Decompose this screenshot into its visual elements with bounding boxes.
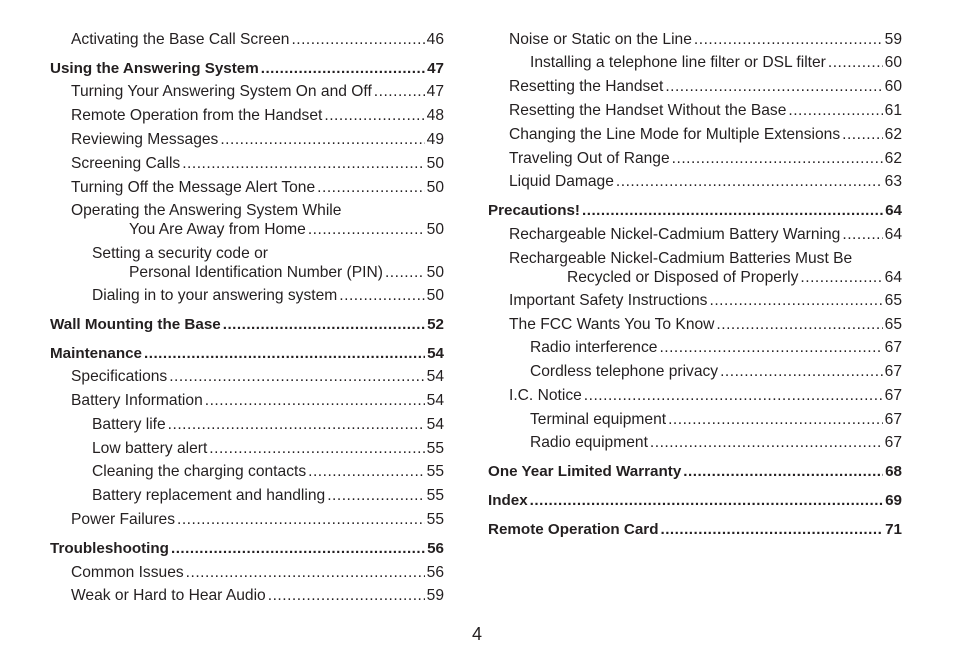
toc-entry-page: 50 <box>426 287 444 304</box>
leader-dots <box>385 263 425 282</box>
toc-entry <box>50 486 444 505</box>
toc-section-heading <box>50 315 444 334</box>
toc-entry-multiline <box>488 249 902 287</box>
leader-dots <box>842 125 883 144</box>
leader-dots <box>308 462 425 481</box>
toc-entry-title: Troubleshooting <box>50 540 169 557</box>
leader-dots <box>800 268 882 287</box>
toc-entry <box>488 101 902 120</box>
toc-entry-page: 63 <box>884 173 902 190</box>
leader-dots <box>828 53 883 72</box>
toc-entry-title: Index <box>488 492 528 509</box>
toc-section-heading <box>50 539 444 558</box>
leader-dots <box>339 286 424 305</box>
toc-entry-page: 56 <box>427 540 444 557</box>
toc-entry-title: The FCC Wants You To Know <box>509 316 715 333</box>
toc-entry-multiline <box>50 201 444 239</box>
toc-entry-title: Wall Mounting the Base <box>50 316 221 333</box>
leader-dots <box>720 362 883 381</box>
toc-entry-title: Specifications <box>71 368 168 385</box>
toc-entry <box>488 77 902 96</box>
toc-entry-title: Reviewing Messages <box>71 131 219 148</box>
toc-entry-title: Turning Off the Message Alert Tone <box>71 179 316 196</box>
toc-entry-title: I.C. Notice <box>509 387 582 404</box>
leader-dots <box>317 178 424 197</box>
toc-entry-page: 60 <box>884 78 902 95</box>
toc-entry-title: Liquid Damage <box>509 173 614 190</box>
toc-entry <box>50 154 444 173</box>
toc-entry <box>50 286 444 305</box>
toc-entry <box>50 82 444 101</box>
leader-dots <box>168 415 425 434</box>
toc-entry-title: Weak or Hard to Hear Audio <box>71 587 266 604</box>
toc-entry-title-continued: Personal Identification Number (PIN) <box>129 264 383 281</box>
toc-entry-title: Noise or Static on the Line <box>509 31 692 48</box>
toc-entry <box>488 338 902 357</box>
toc-entry-title: Traveling Out of Range <box>509 150 670 167</box>
toc-entry-title: Cordless telephone privacy <box>530 363 719 380</box>
leader-dots <box>842 225 882 244</box>
toc-entry <box>488 125 902 144</box>
toc-entry-page: 67 <box>884 363 902 380</box>
toc-entry-page: 54 <box>426 368 444 385</box>
toc-entry-page: 64 <box>885 202 902 219</box>
leader-dots <box>683 462 883 481</box>
toc-section-heading <box>488 520 902 539</box>
toc-entry-title: Changing the Line Mode for Multiple Extensions <box>509 126 841 143</box>
toc-entry-title: Resetting the Handset Without the Base <box>509 102 787 119</box>
leader-dots <box>788 101 882 120</box>
toc-entry <box>50 220 444 239</box>
toc-entry <box>50 415 444 434</box>
toc-entry <box>50 178 444 197</box>
toc-entry-title: Rechargeable Nickel-Cadmium Battery Warning <box>509 226 841 243</box>
toc-entry-page: 55 <box>426 440 444 457</box>
leader-dots <box>324 106 424 125</box>
toc-entry-title-continued: You Are Away from Home <box>129 221 306 238</box>
toc-section-heading <box>50 344 444 363</box>
toc-entry-page: 56 <box>426 564 444 581</box>
toc-entry-page: 60 <box>884 54 902 71</box>
toc-entry-title: Installing a telephone line filter or DSL filter <box>530 54 826 71</box>
toc-entry <box>50 510 444 529</box>
toc-entry-title-continued: Recycled or Disposed of Properly <box>567 269 799 286</box>
toc-entry-page: 54 <box>426 392 444 409</box>
leader-dots <box>530 491 883 510</box>
toc-entry-page: 55 <box>426 463 444 480</box>
leader-dots <box>665 77 882 96</box>
toc-entry-page: 62 <box>884 150 902 167</box>
toc-entry-title: Battery life <box>92 416 166 433</box>
toc-entry-title: Precautions! <box>488 202 580 219</box>
leader-dots <box>582 201 883 220</box>
leader-dots <box>169 367 424 386</box>
toc-entry <box>50 263 444 282</box>
toc-entry-page: 50 <box>426 221 444 238</box>
toc-entry-title: Rechargeable Nickel-Cadmium Batteries Must Be <box>509 250 853 267</box>
toc-entry-page: 67 <box>884 434 902 451</box>
toc-entry <box>488 386 902 405</box>
leader-dots <box>327 486 424 505</box>
toc-entry-title: Important Safety Instructions <box>509 292 708 309</box>
toc-entry-title: Low battery alert <box>92 440 208 457</box>
toc-entry-title: Power Failures <box>71 511 175 528</box>
leader-dots <box>220 130 424 149</box>
toc-entry-title: Turning Your Answering System On and Off <box>71 83 372 100</box>
toc-entry-title: Radio equipment <box>530 434 648 451</box>
leader-dots <box>668 410 883 429</box>
toc-entry-title: Radio interference <box>530 339 658 356</box>
toc-entry <box>50 563 444 582</box>
toc-entry-title: Setting a security code or <box>92 245 268 262</box>
leader-dots <box>660 520 883 539</box>
toc-entry <box>488 53 902 72</box>
toc-entry-page: 55 <box>426 487 444 504</box>
toc-entry <box>488 225 902 244</box>
leader-dots <box>209 439 424 458</box>
leader-dots <box>177 510 425 529</box>
leader-dots <box>374 82 425 101</box>
toc-entry-page: 69 <box>885 492 902 509</box>
leader-dots <box>171 539 425 558</box>
leader-dots <box>709 291 882 310</box>
toc-entry-page: 59 <box>426 587 444 604</box>
toc-section-heading <box>488 201 902 220</box>
leader-dots <box>650 433 883 452</box>
toc-entry-page: 50 <box>426 264 444 281</box>
toc-entry-title: Using the Answering System <box>50 60 259 77</box>
toc-entry-title: Screening Calls <box>71 155 181 172</box>
toc-entry-page: 55 <box>426 511 444 528</box>
leader-dots <box>308 220 425 239</box>
toc-entry-page: 59 <box>884 31 902 48</box>
toc-entry-page: 46 <box>426 31 444 48</box>
toc-section-heading <box>488 462 902 481</box>
toc-entry-title: Remote Operation Card <box>488 521 659 538</box>
toc-entry-title: Activating the Base Call Screen <box>71 31 290 48</box>
toc-entry <box>50 462 444 481</box>
leader-dots <box>144 344 425 363</box>
leader-dots <box>616 172 883 191</box>
toc-entry-page: 67 <box>884 411 902 428</box>
leader-dots <box>268 586 425 605</box>
toc-entry <box>50 367 444 386</box>
leader-dots <box>672 149 883 168</box>
toc-entry-title: Terminal equipment <box>530 411 667 428</box>
toc-entry <box>50 106 444 125</box>
toc-entry <box>50 30 444 49</box>
toc-entry-page: 67 <box>884 339 902 356</box>
toc-entry-page: 47 <box>426 83 444 100</box>
toc-entry-title: Maintenance <box>50 345 142 362</box>
toc-entry <box>488 410 902 429</box>
toc-entry-title: Battery Information <box>71 392 203 409</box>
toc-entry-page: 47 <box>427 60 444 77</box>
toc-entry-page: 61 <box>884 102 902 119</box>
toc-entry-title: Common Issues <box>71 564 184 581</box>
toc-entry-title: Cleaning the charging contacts <box>92 463 307 480</box>
toc-entry <box>50 439 444 458</box>
toc-entry-page: 54 <box>427 345 444 362</box>
toc-entry <box>488 30 902 49</box>
toc-entry-page: 49 <box>426 131 444 148</box>
toc-entry-page: 68 <box>885 463 902 480</box>
leader-dots <box>186 563 425 582</box>
toc-entry-page: 64 <box>884 269 902 286</box>
toc-entry <box>488 433 902 452</box>
toc-entry <box>50 130 444 149</box>
toc-entry <box>50 391 444 410</box>
leader-dots <box>584 386 883 405</box>
toc-entry-title: Resetting the Handset <box>509 78 664 95</box>
leader-dots <box>694 30 883 49</box>
leader-dots <box>223 315 425 334</box>
toc-entry-page: 67 <box>884 387 902 404</box>
toc-entry-page: 64 <box>884 226 902 243</box>
page-number: 4 <box>471 624 482 644</box>
toc-entry-page: 71 <box>885 521 902 538</box>
toc-entry-title: One Year Limited Warranty <box>488 463 682 480</box>
toc-entry <box>50 586 444 605</box>
toc-entry <box>488 268 902 287</box>
toc-entry-page: 65 <box>884 292 902 309</box>
toc-entry <box>488 315 902 334</box>
toc-section-heading <box>50 59 444 78</box>
toc-entry-multiline <box>50 244 444 282</box>
leader-dots <box>716 315 882 334</box>
leader-dots <box>205 391 425 410</box>
toc-entry-page: 52 <box>427 316 444 333</box>
leader-dots <box>659 338 882 357</box>
toc-entry-page: 62 <box>884 126 902 143</box>
leader-dots <box>291 30 424 49</box>
toc-entry-page: 65 <box>884 316 902 333</box>
leader-dots <box>261 59 425 78</box>
toc-entry-page: 50 <box>426 179 444 196</box>
toc-entry <box>488 149 902 168</box>
toc-entry-page: 50 <box>426 155 444 172</box>
toc-entry-title: Remote Operation from the Handset <box>71 107 323 124</box>
toc-entry <box>488 172 902 191</box>
toc-section-heading <box>488 491 902 510</box>
toc-entry <box>488 291 902 310</box>
toc-entry-title: Operating the Answering System While <box>71 202 342 219</box>
leader-dots <box>182 154 424 173</box>
toc-entry-title: Battery replacement and handling <box>92 487 326 504</box>
toc-entry-page: 48 <box>426 107 444 124</box>
toc-entry-title: Dialing in to your answering system <box>92 287 338 304</box>
toc-entry-page: 54 <box>426 416 444 433</box>
toc-entry <box>488 362 902 381</box>
